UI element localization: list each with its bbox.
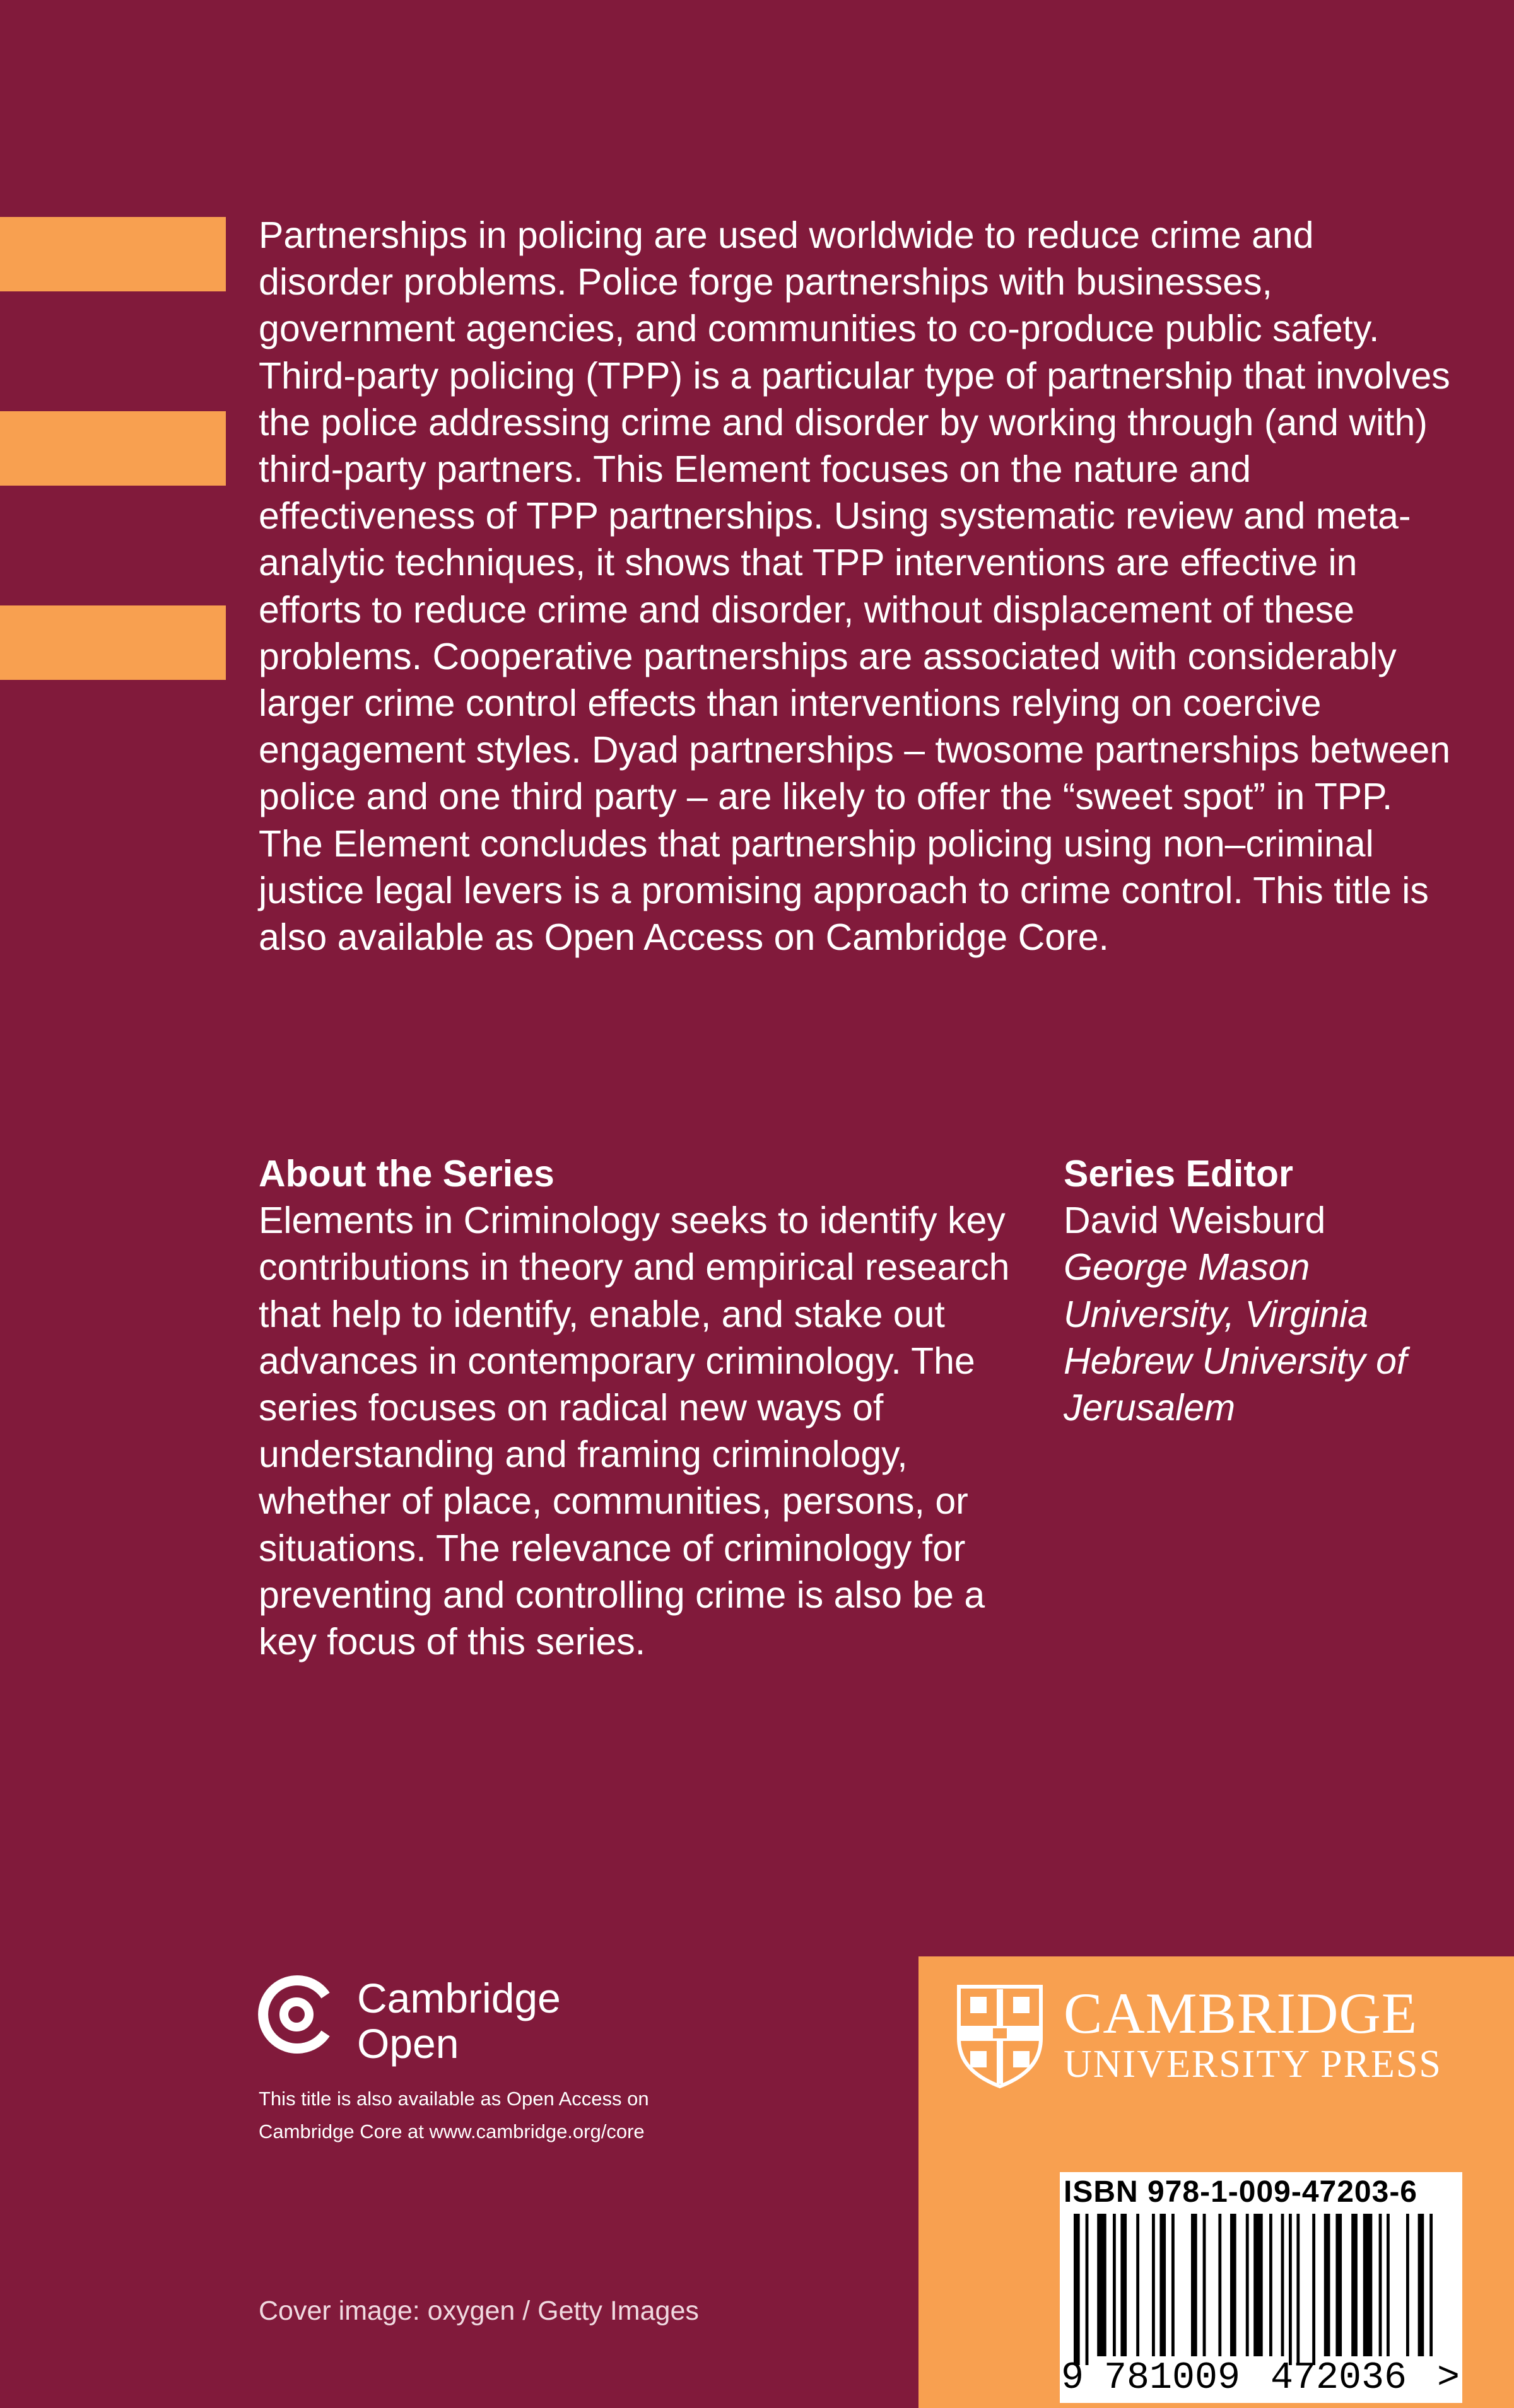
- isbn-label: ISBN 978-1-009-47203-6: [1064, 2175, 1417, 2209]
- barcode-bar: [1363, 2214, 1373, 2356]
- barcode-digit-quiet-zone: >: [1437, 2357, 1460, 2400]
- barcode-bar: [1191, 2214, 1197, 2356]
- publisher-panel: [918, 1956, 1514, 2408]
- open-access-note-line1: This title is also available as Open Access on: [259, 2088, 649, 2110]
- barcode-bar: [1351, 2214, 1358, 2356]
- accent-stripe-3: [0, 605, 226, 680]
- barcode-bar: [1246, 2214, 1249, 2356]
- barcode-bar: [1253, 2214, 1263, 2356]
- publisher-line2: UNIVERSITY PRESS: [1064, 2043, 1442, 2086]
- barcode-bar: [1136, 2214, 1139, 2356]
- barcode-digit-group-1: 781009: [1104, 2357, 1241, 2400]
- barcode-bar: [1203, 2214, 1206, 2356]
- barcode-bar: [1387, 2214, 1390, 2356]
- editor-name: David Weisburd: [1064, 1200, 1326, 1242]
- open-access-note: [259, 2083, 826, 2148]
- editor-heading: Series Editor: [1064, 1153, 1293, 1195]
- barcode-bar: [1171, 2214, 1175, 2356]
- publisher-line1: CAMBRIDGE: [1064, 1981, 1418, 2045]
- barcode-bar: [1113, 2214, 1116, 2356]
- editor-affiliation-2: Hebrew University of Jerusalem: [1064, 1340, 1407, 1429]
- about-heading: About the Series: [259, 1153, 555, 1195]
- barcode-bars: [1071, 2214, 1450, 2365]
- barcode-bar: [1086, 2214, 1089, 2365]
- barcode-bar: [1289, 2214, 1292, 2365]
- cambridge-open-line2: Open: [357, 2020, 459, 2067]
- barcode-bar: [1429, 2214, 1433, 2356]
- barcode-bar: [1152, 2214, 1155, 2356]
- barcode-bar: [1159, 2214, 1166, 2356]
- cambridge-open-line1: Cambridge: [357, 1975, 561, 2021]
- barcode-bar: [1324, 2214, 1330, 2356]
- book-blurb: Partnerships in policing are used worldwide to reduce crime and disorder problems. Police forge partnerships with businesses, government agencies, and communities to co-produce public safety. Third-party policing (TPP) is a particular type of partnership that involves the police addressing crime and disorder by working through (and with) third-party partners. This Element focuses on the nature and effectiveness of TPP partnerships. Using systematic review and meta-analytic techniques, it shows that TPP interventions are effective in efforts to reduce crime and disorder, without displacement of these problems. Cooperative partnerships are associated with considerably larger crime control effects than interventions relying on coercive engagement styles. Dyad partnerships – twosome partnerships between police and one third party – are likely to offer the “sweet spot” in TPP. The Element concludes that partnership policing using non–criminal justice legal levers is a promising approach to crime control. This title is also available as Open Access on Cambridge Core.: [259, 214, 1451, 959]
- barcode-bar: [1296, 2214, 1300, 2365]
- cambridge-crest-icon: [956, 1984, 1043, 2092]
- accent-stripe-2: [0, 411, 226, 486]
- barcode-bar: [1230, 2214, 1236, 2356]
- publisher-wordmark: [1064, 1983, 1442, 2085]
- open-access-note-line2: Cambridge Core at www.cambridge.org/core: [259, 2120, 645, 2142]
- barcode-bar: [1269, 2214, 1272, 2356]
- cambridge-open-icon: [256, 1974, 337, 2055]
- barcode-digit-prefix: 9: [1061, 2357, 1084, 2400]
- isbn-barcode: [1060, 2172, 1462, 2403]
- barcode-bar: [1379, 2214, 1382, 2356]
- barcode-bar: [1281, 2214, 1284, 2356]
- barcode-bar: [1406, 2214, 1409, 2356]
- barcode-bar: [1312, 2214, 1315, 2365]
- about-the-series: [259, 1150, 1035, 1665]
- accent-stripe-1: [0, 217, 226, 291]
- barcode-digit-group-2: 472036: [1270, 2357, 1407, 2400]
- barcode-bar: [1097, 2214, 1106, 2356]
- editor-affiliation-1: George Mason University, Virginia: [1064, 1246, 1369, 1335]
- barcode-bar: [1074, 2214, 1080, 2365]
- barcode-bar: [1418, 2214, 1424, 2356]
- barcode-bar: [1120, 2214, 1127, 2356]
- barcode-bar: [1335, 2214, 1342, 2356]
- cover-image-credit: Cover image: oxygen / Getty Images: [259, 2296, 699, 2326]
- cambridge-open-wordmark: [357, 1975, 561, 2066]
- about-text: Elements in Criminology seeks to identify key contributions in theory and empirical research that help to identify, enable, and stake out advances in contemporary criminology. The series focuses on radical new ways of understanding and framing criminology, whether of place, communities, persons, or situations. The relevance of criminology for preventing and controlling crime is also be a key focus of this series.: [259, 1200, 1010, 1663]
- barcode-bar: [1218, 2214, 1221, 2356]
- series-editor: [1064, 1150, 1474, 1431]
